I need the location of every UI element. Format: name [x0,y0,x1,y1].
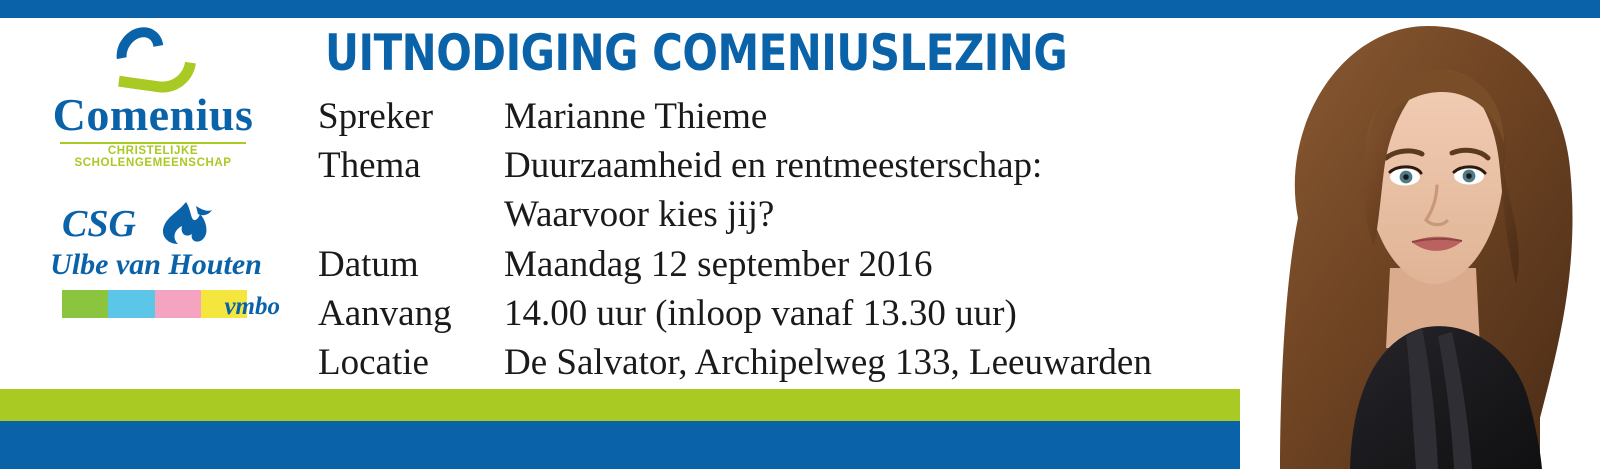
event-details-list [318,92,1278,387]
detail-label: Aanvang [318,292,452,334]
csg-level-label: vmbo [224,293,280,320]
csg-abbrev: CSG [62,203,136,245]
detail-row-spreker [318,92,1278,141]
comenius-divider [60,142,246,144]
detail-value: Marianne Thieme [504,96,768,137]
detail-value: Duurzaamheid en rentmeesterschap: [504,145,1043,187]
detail-value: De Salvator, Archipelweg 133, Leeuwarden [504,342,1152,384]
detail-row-locatie [318,338,1278,387]
comenius-tagline: CHRISTELIJKE SCHOLENGEMEENSCHAP [74,145,232,169]
detail-row-thema-continued [318,190,1278,239]
detail-value: 14.00 uur (inloop vanaf 13.30 uur) [504,292,1017,334]
swatch-blue [108,290,154,318]
detail-value: Waarvoor kies jij? [504,194,775,236]
green-accent-bar [0,389,1240,421]
swatch-green [62,290,108,318]
csg-school-name: Ulbe van Houten [50,248,262,281]
comenius-logo [28,26,278,171]
detail-row-datum [318,240,1278,289]
comenius-wordmark: Comenius [52,89,254,140]
speaker-portrait-photo [1240,18,1600,469]
csg-ulbe-van-houten-logo [30,198,280,328]
detail-row-aanvang [318,289,1278,338]
top-blue-bar [0,0,1600,18]
detail-row-thema [318,141,1278,190]
detail-label: Locatie [318,342,429,384]
comenius-mark-icon [28,26,278,88]
logo-column [0,18,300,389]
csg-flame-icon [156,200,216,246]
page-title: UITNODIGING COMENIUSLEZING [325,24,1068,82]
detail-label: Spreker [318,96,434,137]
detail-label: Thema [318,145,421,187]
detail-label: Datum [318,243,419,285]
detail-value: Maandag 12 september 2016 [504,243,933,285]
